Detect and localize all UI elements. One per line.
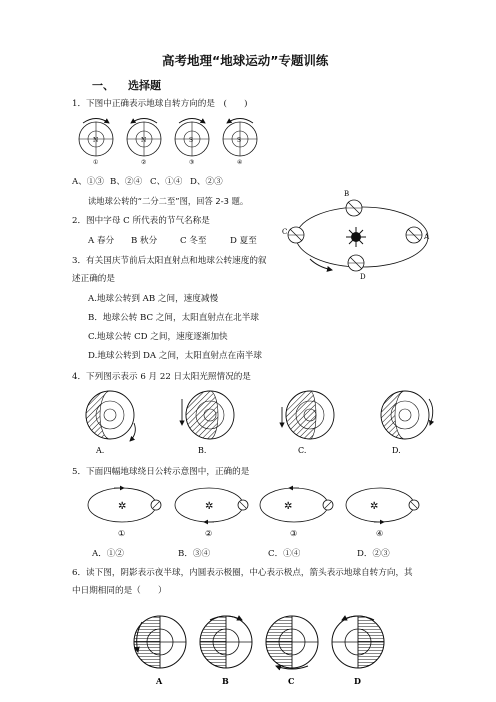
q1-stem: 1．下图中正确表示地球自转方向的是 ( ) — [72, 99, 248, 109]
q3-stem-line1: 3．有关国庆节前后太阳直射点和地球公转速度的叙 — [72, 256, 267, 266]
q3-stem-line2: 述正确的是 — [72, 274, 115, 284]
q5-option-d: D．②③ — [357, 549, 390, 559]
q6-stem-line2: 中日期相同的是（ ） — [72, 586, 167, 596]
q4-label: D. — [392, 446, 401, 455]
q5-orbit-1 — [88, 488, 161, 538]
sun-icon: ✲ — [284, 501, 293, 512]
q4-label: B. — [198, 446, 207, 455]
q4-globe-c — [282, 391, 334, 455]
q2-option-d: D 夏至 — [230, 236, 257, 246]
q6-globe-b — [200, 616, 252, 686]
q3-option-a: A.地球公转到 AB 之间，速度减慢 — [88, 294, 219, 304]
q5-figure — [84, 481, 434, 541]
sun-icon — [346, 227, 366, 247]
q4-label: A. — [96, 446, 105, 455]
q3-option-d: D.地球公转到 DA 之间，太阳直射点在南半球 — [88, 351, 262, 361]
q1-fig-label: ② — [141, 159, 147, 166]
q1-figure — [66, 111, 266, 167]
orbit-point-label: B — [344, 190, 350, 198]
q5-option-c: C．①④ — [268, 549, 301, 559]
earth-position-c — [282, 227, 304, 243]
orbit-point-label: C — [282, 228, 288, 236]
page-title: 高考地理“地球运动”专题训练 — [162, 53, 329, 68]
q4-stem: 4．下列图示表示 6 月 22 日太阳光照情况的是 — [72, 372, 251, 382]
q6-figure — [130, 608, 390, 690]
q6-stem-line1: 6．读下图，阴影表示夜半球，内圆表示极圈，中心表示极点，箭头表示地球自转方向，其 — [72, 568, 413, 578]
q1-option-b: B、②④ — [110, 177, 143, 187]
q1-pole-label: S — [237, 137, 242, 144]
sun-icon: ✲ — [118, 501, 127, 512]
q1-pole-label: N — [141, 137, 147, 144]
sun-icon: ✲ — [205, 501, 214, 512]
q4-globe-a — [86, 391, 135, 455]
q2-stem: 2．图中字母 C 所代表的节气名称是 — [72, 216, 210, 226]
q5-fig-label: ④ — [376, 529, 384, 538]
q6-label: B — [222, 676, 229, 686]
q6-label: C — [288, 676, 295, 686]
orbit-figure — [282, 187, 442, 287]
q4-figure — [80, 385, 440, 455]
q1-fig-label: ④ — [237, 159, 243, 166]
q6-label: D — [354, 676, 361, 686]
q2-option-b: B 秋分 — [131, 236, 158, 246]
q5-fig-label: ① — [118, 529, 126, 538]
sun-icon: ✲ — [370, 501, 379, 512]
section-number: 一、 — [92, 79, 114, 92]
q1-option-c: C、①④ — [150, 177, 183, 187]
q6-globe-c — [266, 616, 318, 686]
earth-position-b — [344, 190, 362, 216]
q4-globe-b — [182, 391, 234, 455]
q5-fig-label: ③ — [290, 529, 298, 538]
q1-option-a: A、①③ — [72, 177, 104, 187]
q2-option-c: C 冬至 — [180, 236, 207, 246]
q2-option-a: A 春分 — [88, 236, 115, 246]
q3-option-b: B．地球公转 BC 之间，太阳直射点在北半球 — [88, 313, 259, 323]
q1-pole-label: S — [189, 137, 194, 144]
q3-option-c: C.地球公转 CD 之间，速度逐渐加快 — [88, 332, 228, 342]
q6-label: A — [156, 676, 163, 686]
q5-option-a: A．①② — [92, 549, 124, 559]
section-label: 选择题 — [128, 79, 161, 92]
q1-option-d: D、②③ — [190, 177, 223, 187]
q5-option-b: B．③④ — [178, 549, 211, 559]
q6-globe-d — [332, 616, 384, 686]
q1-globe-4 — [223, 119, 257, 167]
q5-orbit-3 — [260, 488, 333, 538]
orbit-point-label: A — [424, 233, 430, 241]
q5-orbit-2 — [175, 488, 248, 538]
q1-pole-label: N — [93, 137, 99, 144]
orbit-point-label: D — [360, 273, 366, 281]
q1-fig-label: ① — [93, 159, 99, 166]
q4-label: C. — [298, 446, 307, 455]
q4-globe-d — [381, 391, 433, 455]
q1-globe-2 — [127, 119, 161, 167]
q6-globe-a — [134, 616, 186, 686]
q5-orbit-4 — [346, 488, 419, 538]
q1-globe-3 — [175, 119, 209, 167]
q5-fig-label: ② — [205, 529, 213, 538]
earth-position-d — [348, 255, 366, 281]
q5-stem: 5．下面四幅地球绕日公转示意图中，正确的是 — [72, 467, 250, 477]
q1-fig-label: ③ — [189, 159, 195, 166]
reading-note: 读地球公转的“二分二至”图，回答 2-3 题。 — [88, 196, 249, 206]
q1-globe-1 — [79, 119, 113, 167]
